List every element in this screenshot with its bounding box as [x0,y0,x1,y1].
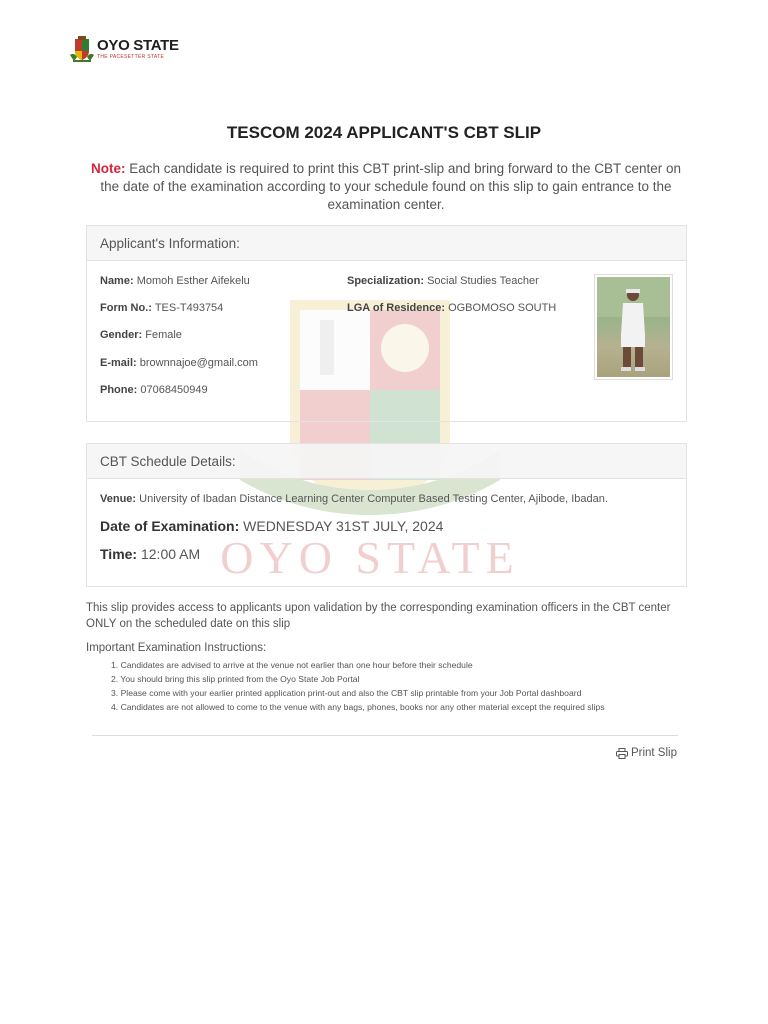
list-item: 1. Candidates are advised to arrive at the venue not earlier than one hour before their schedule [111,660,473,670]
note-paragraph [86,160,686,214]
logo-name: OYO STATE [97,37,179,54]
list-item: 4. Candidates are not allowed to come to the venue with any bags, phones, books nor any other material except the required slips [111,702,605,712]
note-label: Note: [90,161,126,176]
specialization-label: Specialization: [347,275,425,287]
lga-value: OGBOMOSO SOUTH [448,302,557,314]
applicant-form-no [100,302,223,314]
lga-label: LGA of Residence: [347,302,445,314]
time-label: Time: [100,546,138,562]
exam-date [100,518,443,534]
venue-value: University of Ibadan Distance Learning Center Computer Based Testing Center, Ajibode, Ibadan. [139,493,608,505]
instructions-list [111,658,605,714]
applicant-info-heading: Applicant's Information: [87,226,686,261]
exam-venue [100,493,608,505]
applicant-gender [100,329,182,341]
applicant-name [100,275,250,287]
phone-label: Phone: [100,384,138,396]
access-notice: This slip provides access to applicants upon validation by the corresponding examination officers in the CBT center ONLY on the scheduled date on this slip [86,602,671,630]
printer-icon [616,748,628,759]
instructions-heading: Important Examination Instructions: [86,642,267,654]
applicant-email [100,357,258,369]
oyo-state-logo [69,34,179,64]
page-title: TESCOM 2024 APPLICANT'S CBT SLIP [226,123,542,142]
watermark-text: OYO STATE [220,532,520,583]
form-no-value: TES-T493754 [154,302,224,314]
applicant-specialization [347,275,539,287]
list-item: 3. Please come with your earlier printed application print-out and also the CBT slip printable from your Job Portal dashboard [111,688,582,698]
name-label: Name: [100,275,134,287]
applicant-phone [100,384,208,396]
cbt-schedule-panel [86,443,687,587]
date-label: Date of Examination: [100,518,240,534]
note-text: Each candidate is required to print this CBT print-slip and bring forward to the CBT center on the date of the examination according to your schedule found on this slip to gain entrance to the examination center. [100,161,682,212]
divider [92,735,678,736]
exam-time [100,546,200,562]
date-value: WEDNESDAY 31ST JULY, 2024 [243,518,444,534]
time-value: 12:00 AM [140,546,201,562]
name-value: Momoh Esther Aifekelu [136,275,250,287]
list-item: 2. You should bring this slip printed from the Oyo State Job Portal [111,674,360,684]
applicant-lga [347,302,556,314]
venue-label: Venue: [100,493,137,505]
print-slip-button[interactable] [616,747,677,759]
gender-value: Female [145,329,182,341]
coat-of-arms-icon [69,35,95,63]
cbt-schedule-heading: CBT Schedule Details: [87,444,686,479]
email-label: E-mail: [100,357,137,369]
gender-label: Gender: [100,329,143,341]
print-slip-label: Print Slip [630,747,677,759]
email-value: brownnajoe@gmail.com [139,357,258,369]
applicant-photo [594,274,673,380]
specialization-value: Social Studies Teacher [427,275,539,287]
phone-value: 07068450949 [140,384,208,396]
logo-tagline: THE PACESETTER STATE [97,54,165,60]
form-no-label: Form No.: [100,302,152,314]
